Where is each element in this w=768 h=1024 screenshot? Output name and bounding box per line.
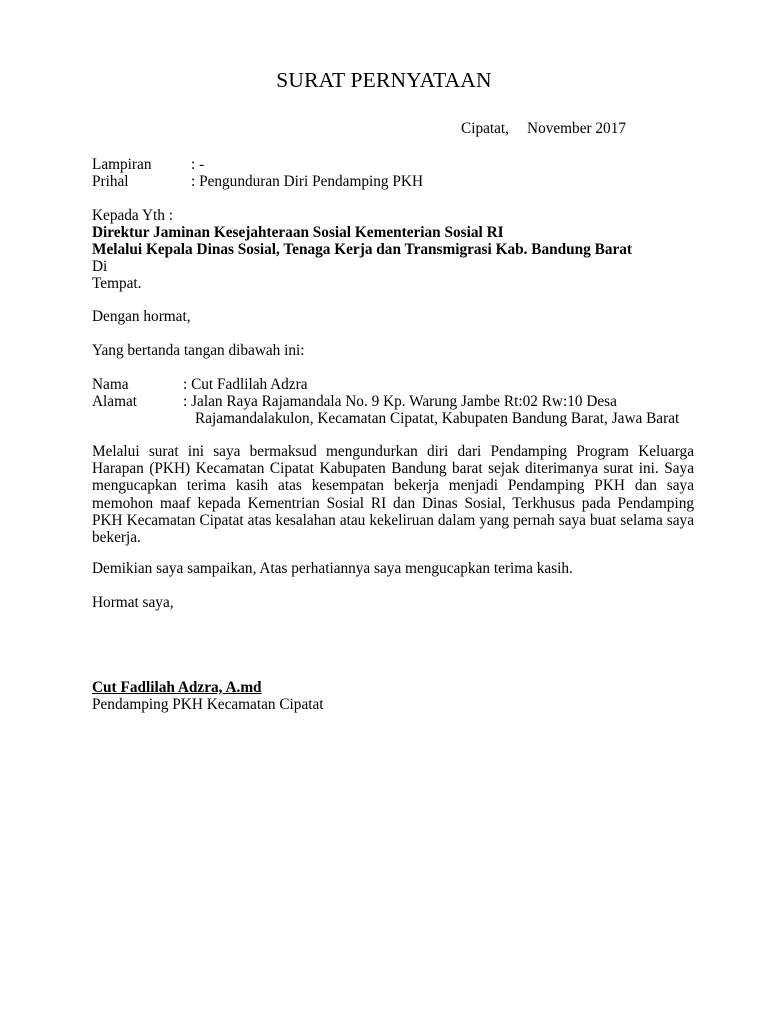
recipient-line-4: Tempat. [92,275,142,292]
alamat-row [92,393,617,410]
recipient-line-2: Melalui Kepala Dinas Sosial, Tenaga Kerja dan Transmigrasi Kab. Bandung Barat [92,241,633,258]
prihal-row [92,173,423,190]
nama-value: : Cut Fadlilah Adzra [183,376,308,393]
recipient-line-3: Di [92,258,108,275]
alamat-value-line-2: Rajamandalakulon, Kecamatan Cipatat, Kabupaten Bandung Barat, Jawa Barat [195,410,680,427]
body-paragraph: Melalui surat ini saya bermaksud mengundurkan diri dari Pendamping Program Keluarga Harapan (PKH) Kecamatan Cipatat Kabupaten Bandung barat sejak diterimanya surat ini. Saya mengucapkan terima kasih atas kesempatan bekerja menjadi Pendamping PKH dan saya memohon maaf kepada Kementrian Sosial RI dan Dinas Sosial, Terkhusus pada Pendamping PKH Kecamatan Cipatat atas kesalahan atau kekeliruan dalam yang pernah saya buat selama saya bekerja. [92,443,694,547]
nama-label: Nama [92,376,129,393]
prihal-label: Prihal [92,173,129,190]
recipient-intro: Kepada Yth : [92,207,173,224]
lampiran-row [92,156,204,173]
undersigned-intro: Yang bertanda tangan dibawah ini: [92,342,305,359]
alamat-value-line-1: : Jalan Raya Rajamandala No. 9 Kp. Warung Jambe Rt:02 Rw:10 Desa [183,393,617,410]
nama-row [92,376,307,393]
lampiran-value: : - [191,156,205,173]
greeting: Dengan hormat, [92,308,191,325]
letter-place: Cipatat, [461,120,510,137]
alamat-label: Alamat [92,393,138,410]
prihal-value: : Pengunduran Diri Pendamping PKH [191,173,423,190]
letter-date: November 2017 [527,120,626,137]
recipient-line-1: Direktur Jaminan Kesejahteraan Sosial Kementerian Sosial RI [92,224,504,241]
letter-title: SURAT PERNYATAAN [276,68,492,92]
signer-name: Cut Fadlilah Adzra, A.md [92,679,262,696]
place-date [461,120,626,138]
signer-position: Pendamping PKH Kecamatan Cipatat [92,696,324,713]
closing-salutation: Hormat saya, [92,594,174,611]
closing-paragraph: Demikian saya sampaikan, Atas perhatiannya saya mengucapkan terima kasih. [92,560,573,577]
lampiran-label: Lampiran [92,156,152,173]
